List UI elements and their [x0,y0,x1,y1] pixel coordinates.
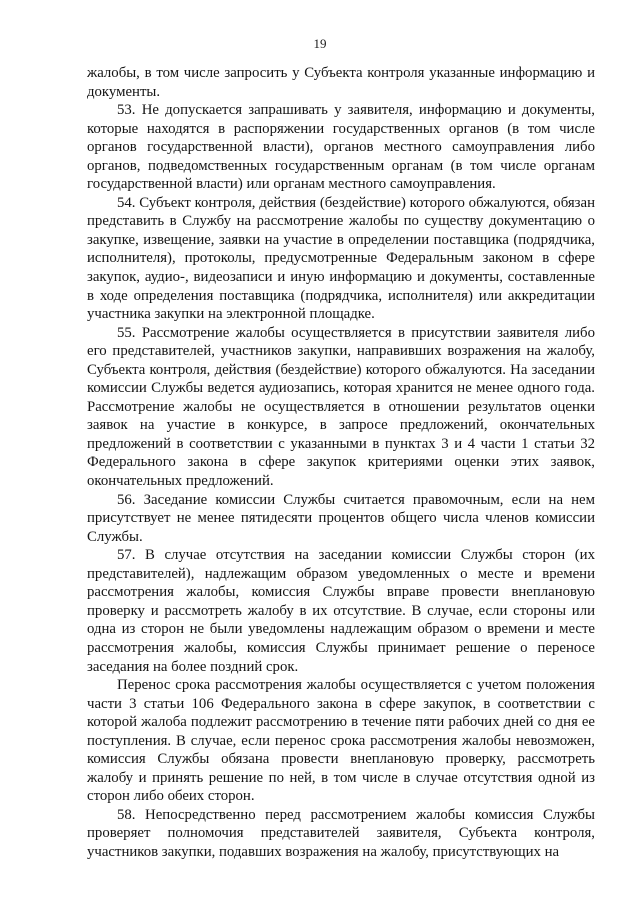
paragraph-53: 53. Не допускается запрашивать у заявителя, информацию и документы, которые находятся в распоряжении государственных органов (в том числе органов государственной власти), органов местного самоуправления либо органов, подведомственных государственным органам (в том числе органам государственной власти) или органам местного самоуправления. [87,102,595,193]
paragraph-58: 58. Непосредственно перед рассмотрением жалобы комиссия Службы проверяет полномочия представителей заявителя, Субъекта контроля, участников закупки, подавших возражения на жалобу, присутствующих на [87,806,595,860]
paragraph-54: 54. Субъект контроля, действия (бездействие) которого обжалуются, обязан представить в Службу на рассмотрение жалобы по существу документацию о закупке, извещение, заявки на участие в определении поставщика (подрядчика, исполнителя), протоколы, предусмотренные Федеральным законом в сфере закупок, аудио-, видеозаписи и иную информацию и документы, составленные в ходе определения поставщика (подрядчика, исполнителя) или аккредитации участника закупки на электронной площадке. [87,194,595,323]
paragraph-57-postponement: Перенос срока рассмотрения жалобы осуществляется с учетом положения части 3 статьи 106 Федерального закона в сфере закупок, в соответствии с которой жалоба подлежит рассмотрению в течение пяти рабочих дней со дня ее поступления. В случае, если перенос срока рассмотрения жалобы невозможен, комиссия Службы обязана провести внеплановую проверку, рассмотреть жалобу и принять решение по ней, в том числе в случае отсутствия одной из сторон либо обеих сторон. [87,677,595,805]
paragraph-55: 55. Рассмотрение жалобы осуществляется в присутствии заявителя либо его представителей, участников закупки, направивших возражения на жалобу, Субъекта контроля, действия (бездействие) которого обжалуются. На заседании комиссии Службы ведется аудиозапись, которая хранится не менее одного года. Рассмотрение жалобы не осуществляется в отношении результатов оценки заявок на участие в конкурсе, в запросе предложений, окончательных предложений в соответствии с указанными в пунктах 3 и 4 части 1 статьи 32 Федерального закона в сфере закупок критериями оценки этих заявок, окончательных предложений. [87,324,595,490]
paragraph-56: 56. Заседание комиссии Службы считается правомочным, если на нем присутствует не менее пятидесяти процентов общего числа членов комиссии Службы. [87,491,595,545]
paragraph-continuation: жалобы, в том числе запросить у Субъекта контроля указанные информацию и документы. [87,65,595,100]
page-number: 19 [313,36,327,51]
document-body [87,64,595,862]
paragraph-57: 57. В случае отсутствия на заседании комиссии Службы сторон (их представителей), надлежащим образом уведомленных о месте и времени рассмотрения жалобы, комиссия Службы вправе провести внеплановую проверку и рассмотреть жалобу в их отсутствие. В случае, если стороны или одна из сторон не были уведомлены надлежащим образом о времени и месте рассмотрения жалобы, комиссия Службы принимает решение о переносе заседания на более поздний срок. [87,547,595,675]
